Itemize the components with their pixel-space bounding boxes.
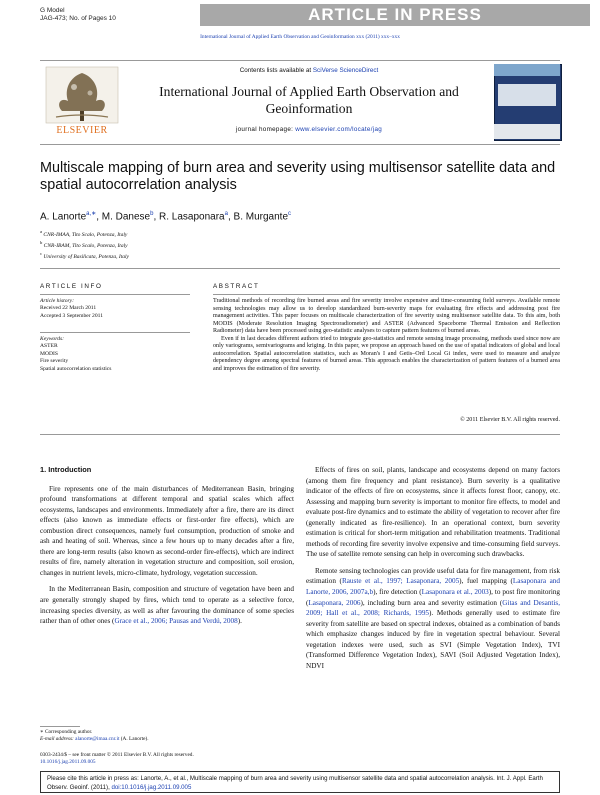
issn-block bbox=[40, 752, 340, 767]
abstract-paragraph: Traditional methods of recording fire burned areas and fire severity involve expensive and time-consuming field surveys. Available remote sensing technologies may allow us to develop standardized burn-severity maps for evaluating fire effects and addressing post fire management activities. This paper focuses on multiscale characterization of fire severity using multisensor satellite data. To this aim, both MODIS (Moderate Resolution Imaging Spectroradiometer) and ASTER (Advanced Spaceborne Thermal Emission and Reflection Radiometer) data have been processed using geo-statistic analyses to capture pattern features of burned areas. bbox=[213, 298, 560, 335]
keyword-item: Fire severity bbox=[40, 358, 69, 365]
author-name: A. Lanorte bbox=[40, 211, 87, 223]
keywords-label: Keywords: bbox=[40, 336, 65, 342]
affiliation-item: $^b$ CNR-IBAM, Tito Scalo, Potenza, Italy bbox=[40, 239, 128, 249]
author-sup[interactable]: a,∗ bbox=[86, 211, 97, 217]
corresponding-footnote bbox=[40, 729, 294, 744]
citation-link[interactable]: Rauste et al., 1997; Lasaponara, 2005 bbox=[341, 577, 460, 586]
cover-footer bbox=[494, 124, 560, 139]
article-info-heading: ARTICLE INFO bbox=[40, 283, 103, 290]
author-name: M. Danese bbox=[101, 211, 151, 223]
citation-link[interactable]: Grace et al., 2006; Pausas and Verdú, 2008 bbox=[114, 617, 238, 626]
body-paragraph: In the Mediterranean Basin, composition and structure of vegetation have been and are generally strongly shaped by fires, which tend to operate as a selective force, increasing species diversity, as well as after favouring the dominance of some species rather than of other ones (Grace et al., 2006; Pausas and Verdú, 2008). bbox=[40, 585, 294, 626]
body-paragraph: Fire represents one of the main disturbances of Mediterranean Basin, bringing profound transformations at different temporal and spatial scales which affect ecosystems, landscapes and environments. Immediately after a fire, there are its direct effects (also known as immediate effects or first-order fire effects), which are combustion direct consequences, namely fuel consumption, production of smoke and ash and heating of soil. Whereas, since a few hours up to many decades after a fire, there are long-term results (also known as second-order fire-effects), which are indirect results of fire, namely alteration in vegetation structure and composition, soil erosion, changes in nutrient levels, micro-climate, hydrology, vegetation succession. bbox=[40, 484, 294, 577]
accepted-date: Accepted 3 September 2011 bbox=[40, 312, 104, 319]
received-date: Received 22 March 2011 bbox=[40, 305, 97, 312]
article-in-press-banner: ARTICLE IN PRESS bbox=[200, 4, 590, 26]
footnote-rule bbox=[40, 726, 80, 727]
doc-code: JAG-473; No. of Pages 10 bbox=[40, 15, 116, 22]
author-name: B. Murgante bbox=[233, 211, 289, 223]
keyword-item: MODIS bbox=[40, 350, 59, 357]
cover-panel bbox=[498, 84, 556, 106]
citation-link[interactable]: Lasaponara, 2006 bbox=[308, 598, 361, 607]
author-name: R. Lasaponara bbox=[159, 211, 225, 223]
abstract-text bbox=[213, 298, 560, 373]
author-sup[interactable]: c bbox=[288, 211, 292, 217]
citation-link[interactable]: Lasaponara and Lanorte, 2006, 2007a,b bbox=[306, 577, 560, 597]
citation-doi-link[interactable]: doi:10.1016/j.jag.2011.09.005 bbox=[111, 783, 192, 791]
author-sup[interactable]: a bbox=[224, 211, 228, 217]
homepage-link[interactable]: www.elsevier.com/locate/jag bbox=[295, 126, 383, 133]
citation-link[interactable]: Lasaponara et al., 2003 bbox=[421, 588, 489, 597]
issn-line: 0303-2434/$ – see front matter © 2011 Elsevier B.V. All rights reserved. bbox=[40, 752, 194, 758]
author-list: A. Lanorte$^{a,∗}$, M. Danese$^b$, R. Lasaponara$^a$, B. Murgante$^c$ bbox=[40, 211, 292, 223]
article-title: Multiscale mapping of burn area and severity using multisensor satellite data and spatial autocorrelation analysis bbox=[40, 160, 556, 193]
author-sup[interactable]: b bbox=[150, 211, 154, 217]
affiliation-item: $^a$ CNR-IMAA, Tito Scalo, Potenza, Italy bbox=[40, 229, 128, 238]
contents-line: Contents lists available at SciVerse ScienceDirect bbox=[239, 67, 379, 74]
divider bbox=[213, 294, 560, 295]
affiliation-item: $^c$ University of Basilicata, Potenza, Italy bbox=[40, 250, 129, 260]
journal-reference[interactable]: International Journal of Applied Earth Observation and Geoinformation xxx (2011) xxx–xxx bbox=[200, 34, 400, 40]
body-paragraph: Remote sensing technologies can provide useful data for fire management, from risk estimation (Rauste et al., 1997; Lasaponara, 2005), fuel mapping (Lasaponara and Lanorte, 2006, 2007a,b), fire detection (Lasaponara et al., 2003), to post fire monitoring (Lasaponara, 2006), including burn area and severity estimation (Gitas and Desantis, 2009; Hall et al., 2008; Richards, 1995). Methods generally used to estimate fire severity from satellite are based on spectral indexes, obtained as a combination of bands which emphasize changes induced by fire in vegetation spectral behaviour. Several vegetation indexes were used, such as SVI (Simple Vegetation Index), TVI (Transformed Difference Vegetation Index), SAVI (Soil Adjusted Vegetation Index), NDVI bbox=[306, 566, 561, 670]
keyword-item: Spatial autocorrelation statistics bbox=[40, 365, 112, 372]
publisher-name: ELSEVIER bbox=[56, 125, 108, 136]
doc-meta bbox=[40, 7, 116, 23]
citation-link[interactable]: Gitas and Desantis, 2009; Hall et al., 2008; Richards, 1995 bbox=[306, 598, 560, 618]
keyword-item: ASTER bbox=[40, 343, 58, 350]
journal-homepage: journal homepage: www.elsevier.com/locate/jag bbox=[235, 126, 383, 133]
abstract-paragraph: Even if in last decades different authors tried to integrate geo-statistics and remote sensing image processing, methods used since now are only variograms, semivariograms and kriging. In this paper, we propose an approach based on the use of spatial indicators of global and local autocorrelation. Spatial autocorrelation statistics, such as Moran's I and Getis–Ord Local Gi index, were used to measure and analyze dependency degree among spectral features of burned areas. This approach enables the characterization of pattern features of a burned area and improves the estimation of fire severity. bbox=[213, 335, 560, 372]
affiliations bbox=[40, 228, 340, 260]
body-column-left bbox=[40, 465, 294, 633]
email-link[interactable]: alanorte@imaa.cnr.it bbox=[75, 736, 120, 743]
body-paragraph: Effects of fires on soil, plants, landscape and ecosystems depend on many factors (among them fire frequency and plant resistance). Burn severity is a qualitative indicator of the effects of fire on ecosystems, since it affects forest floor, canopy, etc. Assessing and mapping burn severity is important to monitor fire effects, to model and evaluate post-fire dynamics and to estimate the ability of vegetation to recover after fire (generally indicated as fire-resilience). In an operational context, burn severity estimation is critical for short-term mitigation and rehabilitation treatments. Traditional methods of recording fire severity involve expensive and time-consuming field surveys. The use of satellite remote sensing can help in overcoming such drawbacks. bbox=[306, 466, 560, 559]
section-heading: 1. Introduction bbox=[40, 465, 92, 474]
abstract-heading: ABSTRACT bbox=[213, 283, 260, 290]
history-label: Article history: bbox=[40, 298, 75, 304]
article-history bbox=[40, 298, 190, 320]
journal-title: International Journal of Applied Earth Observation and Geoinformation bbox=[159, 84, 459, 116]
sciencedirect-link[interactable]: SciVerse ScienceDirect bbox=[312, 67, 379, 74]
doi-link[interactable]: 10.1016/j.jag.2011.09.005 bbox=[40, 759, 96, 766]
footnote-line: ∗ Corresponding author. bbox=[40, 729, 93, 735]
copyright-line: © 2011 Elsevier B.V. All rights reserved. bbox=[460, 417, 560, 423]
divider bbox=[40, 434, 560, 435]
body-column-right bbox=[306, 465, 560, 677]
cover-band bbox=[494, 64, 560, 76]
divider bbox=[40, 294, 190, 295]
footnote-email: E-mail address: alanorte@imaa.cnr.it (A. Lanorte). bbox=[40, 736, 149, 743]
keywords bbox=[40, 336, 190, 373]
divider bbox=[40, 268, 560, 269]
citation-box: Please cite this article in press as: Lanorte, A., et al., Multiscale mapping of burn area and severity using multisensor satellite data and spatial autocorrelation analysis. Int. J. Appl. Earth Observ. Geoinf. (2011), doi:10.1016/j.jag.2011.09.005 bbox=[40, 771, 560, 793]
model-label: G Model bbox=[40, 7, 65, 14]
divider bbox=[40, 332, 190, 333]
